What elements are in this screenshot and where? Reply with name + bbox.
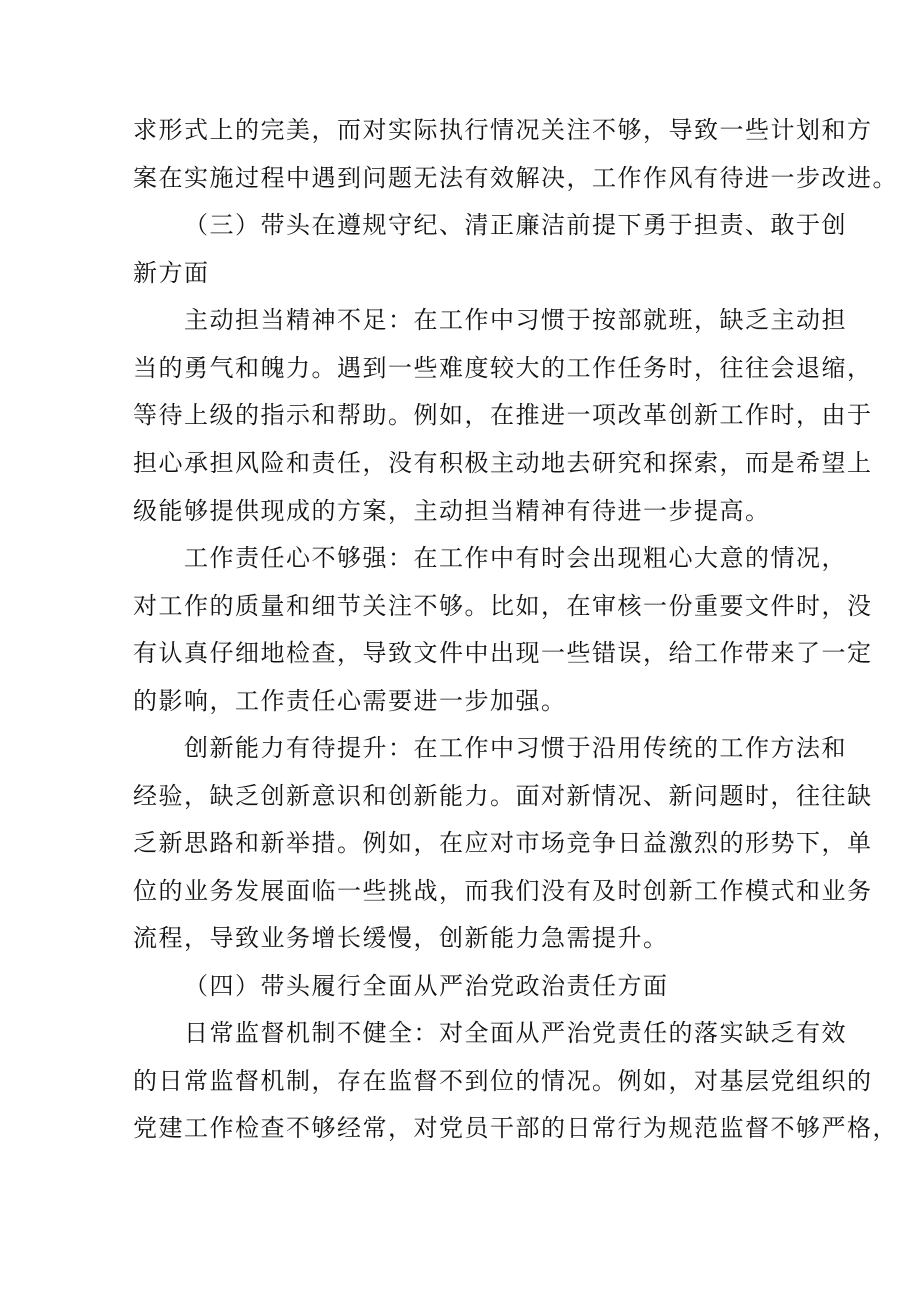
body-text-line: 流程，导致业务增长缓慢，创新能力急需提升。 xyxy=(133,924,669,952)
body-text-line: 经验，缺乏创新意识和创新能力。面对新情况、新问题时，往往缺 xyxy=(133,782,873,810)
section-heading-3-continued: 新方面 xyxy=(133,259,210,287)
body-text-line: 当的勇气和魄力。遇到一些难度较大的工作任务时，往往会退缩， xyxy=(133,354,873,382)
body-text-line: 工作责任心不够强：在工作中有时会出现粗心大意的情况， xyxy=(184,544,847,572)
body-text-line: 等待上级的指示和帮助。例如，在推进一项改革创新工作时，由于 xyxy=(133,401,873,429)
body-text-line: 乏新思路和新举措。例如，在应对市场竞争日益激烈的形势下，单 xyxy=(133,829,873,857)
body-text-line: 案在实施过程中遇到问题无法有效解决，工作作风有待进一步改进。 xyxy=(133,164,898,192)
section-heading-4: （四）带头履行全面从严治党政治责任方面 xyxy=(184,972,669,1000)
body-text-line: 担心承担风险和责任，没有积极主动地去研究和探索，而是希望上 xyxy=(133,449,873,477)
body-text-line: 位的业务发展面临一些挑战，而我们没有及时创新工作模式和业务 xyxy=(133,877,873,905)
body-text-line: 的影响，工作责任心需要进一步加强。 xyxy=(133,687,567,715)
body-text-line: 有认真仔细地检查，导致文件中出现一些错误，给工作带来了一定 xyxy=(133,639,873,667)
section-heading-3: （三）带头在遵规守纪、清正廉洁前提下勇于担责、敢于创 xyxy=(184,211,847,239)
body-text-line: 创新能力有待提升：在工作中习惯于沿用传统的工作方法和 xyxy=(184,734,847,762)
body-text-line: 党建工作检查不够经常，对党员干部的日常行为规范监督不够严格， xyxy=(133,1114,898,1142)
body-text-line: 日常监督机制不健全：对全面从严治党责任的落实缺乏有效 xyxy=(184,1019,847,1047)
body-text-line: 主动担当精神不足：在工作中习惯于按部就班，缺乏主动担 xyxy=(184,306,847,334)
body-text-line: 求形式上的完美，而对实际执行情况关注不够，导致一些计划和方 xyxy=(133,116,873,144)
body-text-line: 级能够提供现成的方案，主动担当精神有待进一步提高。 xyxy=(133,497,771,525)
body-text-line: 的日常监督机制，存在监督不到位的情况。例如，对基层党组织的 xyxy=(133,1067,873,1095)
body-text-line: 对工作的质量和细节关注不够。比如，在审核一份重要文件时，没 xyxy=(133,592,873,620)
